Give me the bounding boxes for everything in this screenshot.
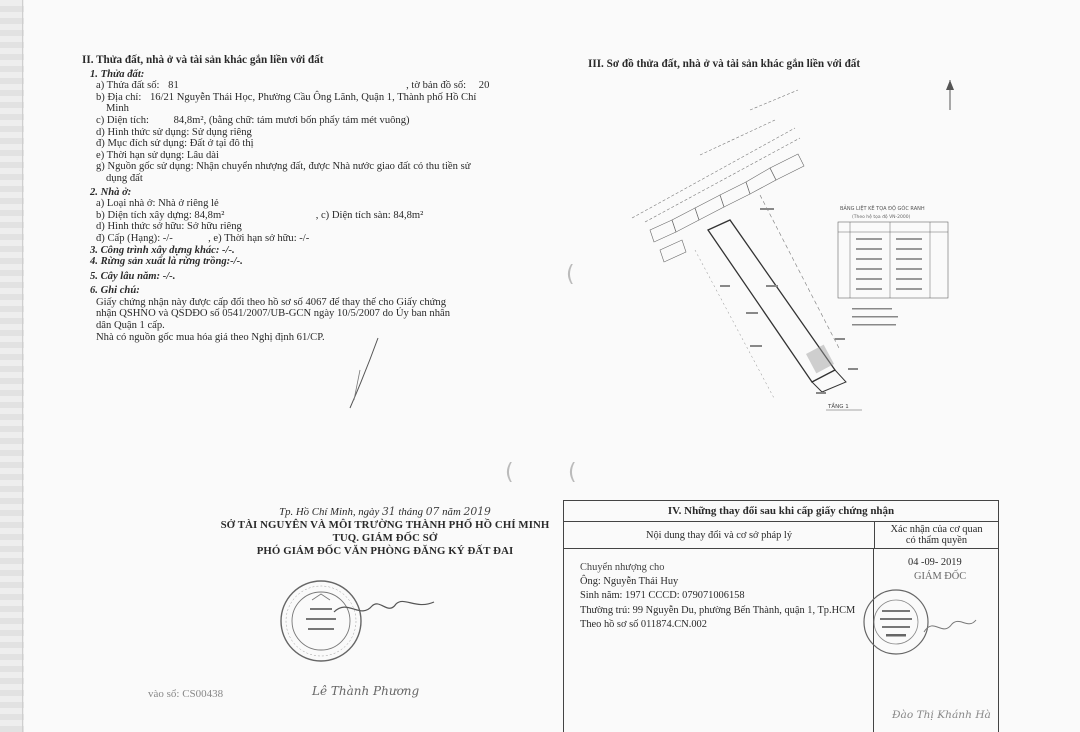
- use-form: d) Hình thức sử dụng: Sử dụng riêng: [96, 126, 252, 138]
- issuer-tuq: TUQ. GIÁM ĐỐC SỞ: [332, 532, 438, 544]
- cancel-stroke-mark: [330, 330, 390, 420]
- coordinate-table: [838, 204, 948, 326]
- neighbor-plots: [650, 154, 804, 262]
- section-land-info: [82, 55, 522, 343]
- change-line: Chuyển nhượng cho: [580, 562, 665, 573]
- area-row: [82, 115, 522, 127]
- legend-lines: [852, 308, 898, 326]
- confirm-date: 04 -09- 2019: [908, 557, 962, 568]
- note-line: nhận QSHNO và QSDĐO số 0541/2007/UB-GCN ngày 10/5/2007 do Ủy ban nhân: [96, 308, 450, 320]
- coord-table-title: BẢNG LIỆT KÊ TỌA ĐỘ GÓC RANH: [840, 206, 925, 212]
- house-floor-area: , c) Diện tích sàn: 84,8m²: [315, 209, 424, 221]
- section4-title: IV. Những thay đổi sau khi cấp giấy chứng nhận: [564, 501, 998, 522]
- col-confirm-header: [875, 522, 998, 548]
- handwritten-signature-icon: [330, 590, 440, 630]
- house-area-row: [82, 210, 522, 222]
- house-grade-row: [82, 233, 522, 245]
- col-content-header: Nội dung thay đổi và cơ sở pháp lý: [564, 522, 875, 548]
- date-day: 31: [381, 505, 396, 518]
- changes-table-header: [564, 522, 998, 549]
- floor-label: TẦNG 1: [828, 404, 849, 410]
- area-label: c) Diện tích:: [96, 114, 149, 126]
- house-own-term: , e) Thời hạn sở hữu: -/-: [208, 232, 310, 244]
- house-type: a) Loại nhà ở: Nhà ở riêng lẻ: [96, 198, 219, 210]
- scan-mark: (: [568, 460, 577, 485]
- land-parcel-diagram: [600, 80, 960, 420]
- col-confirm-line2: có thẩm quyền: [905, 535, 968, 546]
- forest-item: 4. Rừng sản xuất là rừng trồng:-/-.: [90, 256, 243, 268]
- confirm-signature-icon: [920, 612, 980, 642]
- note-line: dân Quận 1 cấp.: [96, 320, 165, 332]
- confirm-role: GIÁM ĐỐC: [914, 571, 967, 582]
- parcel-value: 81: [168, 80, 179, 92]
- register-serial: vào sổ: CS00438: [148, 688, 224, 700]
- issuer-org: SỞ TÀI NGUYÊN VÀ MÔI TRƯỜNG THÀNH PHỐ HỒ CHÍ MINH: [220, 519, 550, 531]
- confirm-signer: Đào Thị Khánh Hà: [892, 709, 991, 721]
- map-value: 20: [478, 80, 490, 92]
- signer-name: Lê Thành Phương: [312, 684, 420, 698]
- use-purpose: đ) Mục đích sử dụng: Đất ở tại đô thị: [96, 138, 254, 150]
- address-label: b) Địa chỉ:: [96, 91, 142, 103]
- parcel-row: [82, 80, 522, 92]
- issue-date: [200, 505, 570, 519]
- section2-title: II. Thửa đất, nhà ở và tài sản khác gắn liền với đất: [82, 54, 324, 66]
- change-content: [564, 549, 874, 732]
- change-line: Thường trú: 99 Nguyễn Du, phường Bến Thành, quận 1, Tp.HCM: [580, 604, 856, 616]
- note-line: Nhà có nguồn gốc mua hóa giá theo Nghị định 61/CP.: [96, 331, 325, 343]
- note-line: Giấy chứng nhận này được cấp đổi theo hồ sơ số 4067 để thay thế cho Giấy chứng: [96, 296, 446, 308]
- house-ownership: d) Hình thức sở hữu: Sở hữu riêng: [96, 221, 242, 233]
- scan-mark: (: [505, 460, 514, 485]
- house-grade: đ) Cấp (Hạng): -/-: [96, 232, 173, 244]
- binding-edge: [0, 0, 24, 732]
- notes-heading: 6. Ghi chú:: [90, 285, 140, 297]
- page-edge-line: [22, 0, 23, 732]
- parcel-label: a) Thửa đất số:: [96, 80, 160, 92]
- address-cont: Minh: [106, 103, 129, 115]
- use-term: e) Thời hạn sử dụng: Lâu dài: [96, 149, 219, 161]
- coord-table-subtitle: (Theo hệ tọa độ VN-2000): [852, 215, 911, 220]
- house-build-area: b) Diện tích xây dựng: 84,8m²: [96, 209, 225, 221]
- change-line: Sinh năm: 1971 CCCD: 079071006158: [580, 590, 745, 602]
- change-line: Theo hồ sơ số 011874.CN.002: [580, 618, 707, 630]
- col-confirm-line1: Xác nhận của cơ quan: [890, 524, 983, 535]
- scan-mark: (: [566, 262, 575, 287]
- area-value: 84,8m², (bằng chữ: tám mươi bốn phẩy tám mét vuông): [173, 114, 410, 126]
- boundary-line: [760, 195, 840, 350]
- date-prefix: Tp. Hồ Chí Minh, ngày: [279, 506, 380, 518]
- use-origin-cont: dụng đất: [106, 172, 143, 184]
- construction-item: 3. Công trình xây dựng khác: -/-.: [90, 244, 235, 256]
- use-origin: g) Nguồn gốc sử dụng: Nhận chuyển nhượng đất, được Nhà nước giao đất có thu tiền sử: [96, 161, 471, 173]
- north-arrow-icon: [946, 80, 954, 110]
- date-month: 07: [425, 505, 440, 518]
- main-parcel-outline: [708, 220, 846, 392]
- address-row: [82, 92, 522, 104]
- date-month-label: tháng: [398, 506, 423, 518]
- date-year-label: năm: [442, 506, 461, 518]
- section3-title: III. Sơ đồ thửa đất, nhà ở và tài sản khác gắn liền với đất: [588, 58, 861, 70]
- street-lines: [632, 90, 800, 222]
- land-heading: 1. Thửa đất:: [90, 68, 145, 80]
- address-value: 16/21 Nguyễn Thái Học, Phường Cầu Ông Lãnh, Quận 1, Thành phố Hồ Chí: [149, 91, 477, 103]
- map-label: , tờ bản đồ số:: [406, 80, 467, 92]
- change-line: Ông: Nguyễn Thái Huy: [580, 576, 679, 588]
- trees-item: 5. Cây lâu năm: -/-.: [90, 270, 176, 282]
- date-year: 2019: [463, 505, 491, 518]
- issuer-signature-block: [200, 505, 570, 558]
- issuer-role: PHÓ GIÁM ĐỐC VĂN PHÒNG ĐĂNG KÝ ĐẤT ĐAI: [256, 545, 514, 557]
- house-heading: 2. Nhà ở:: [90, 186, 132, 198]
